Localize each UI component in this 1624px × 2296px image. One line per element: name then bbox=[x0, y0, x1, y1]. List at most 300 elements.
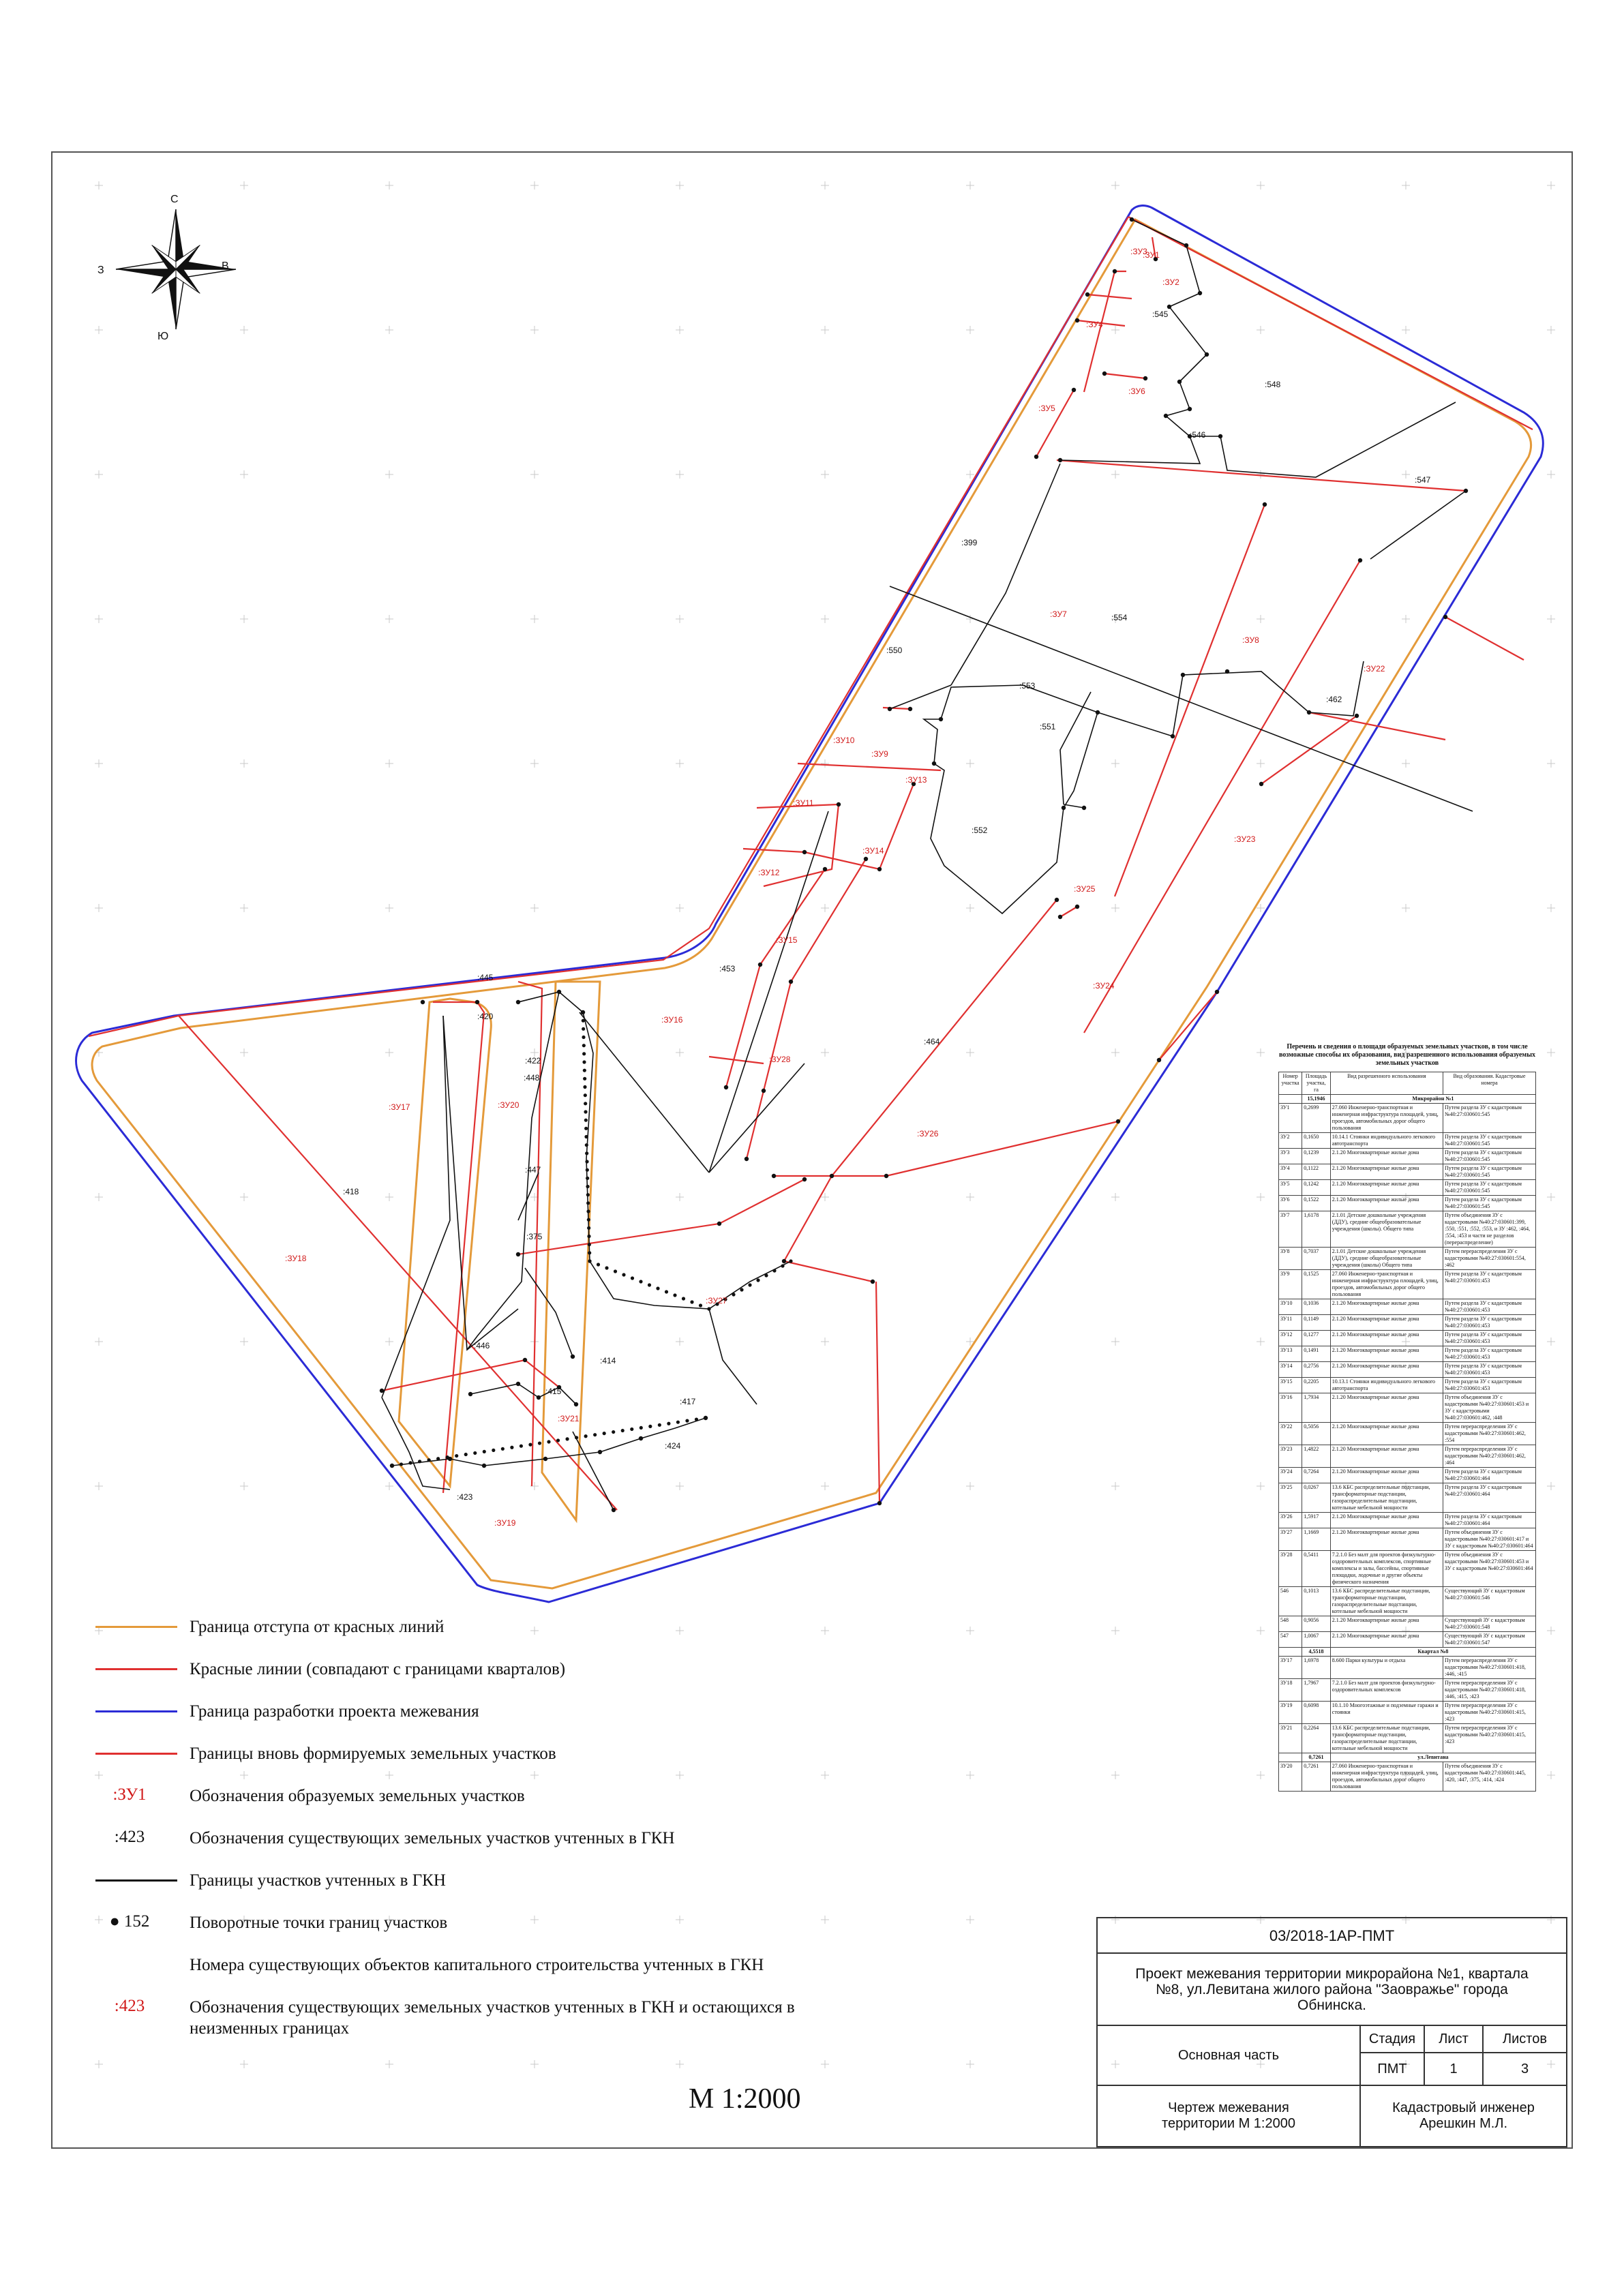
register-cell: Путем перераспределения ЗУ с кадастровыми №40:27:030601:415, :423 bbox=[1443, 1702, 1536, 1724]
grid-cross bbox=[240, 2060, 248, 2068]
table-row bbox=[1279, 1378, 1536, 1393]
turning-point bbox=[582, 1052, 586, 1055]
register-cell: 2.1.20 Многоквартирные жилые дома bbox=[1330, 1180, 1443, 1196]
section-area: 4,5518 bbox=[1302, 1648, 1331, 1657]
gkn-parcel-label: :424 bbox=[665, 1441, 681, 1451]
turning-point bbox=[695, 1417, 698, 1421]
table-row bbox=[1279, 1445, 1536, 1468]
grid-cross bbox=[676, 1193, 684, 1201]
register-cell: 0,1239 bbox=[1302, 1149, 1331, 1164]
gkn-parcel-label: :464 bbox=[924, 1037, 940, 1046]
turning-point bbox=[575, 1436, 578, 1439]
turning-point bbox=[574, 1402, 578, 1406]
turning-point bbox=[772, 1174, 776, 1178]
register-cell: ЗУ28 bbox=[1279, 1551, 1302, 1587]
table-row bbox=[1279, 1679, 1536, 1702]
grid-cross bbox=[95, 615, 103, 623]
grid-cross bbox=[676, 904, 684, 912]
section-blank bbox=[1279, 1095, 1302, 1104]
grid-cross bbox=[385, 615, 393, 623]
grid-cross bbox=[966, 1048, 974, 1057]
gkn-parcel-label: :551 bbox=[1040, 722, 1056, 731]
table-row bbox=[1279, 1211, 1536, 1248]
new-parcel-label: :ЗУ13 bbox=[905, 775, 927, 785]
register-cell: Путем раздела ЗУ с кадастровым №40:27:030601:453 bbox=[1443, 1270, 1536, 1299]
register-cell: 27.060 Инженерно-транспортная и инженерная инфраструктура площадей, улиц, проездов, автомобильных дорог общего пользования bbox=[1330, 1104, 1443, 1133]
turning-point bbox=[802, 1177, 807, 1181]
grid-cross bbox=[966, 326, 974, 334]
register-cell: 0,1277 bbox=[1302, 1331, 1331, 1346]
register-header-cell: Номер участка bbox=[1279, 1072, 1302, 1095]
register-cell: 2.1.20 Многоквартирные жилые дома bbox=[1330, 1164, 1443, 1180]
register-cell: Путем раздела ЗУ с кадастровым №40:27:030601:545 bbox=[1443, 1133, 1536, 1149]
turning-point bbox=[830, 1174, 834, 1178]
grid-cross bbox=[95, 326, 103, 334]
register-cell: 1,0067 bbox=[1302, 1632, 1331, 1648]
turning-point bbox=[1157, 1058, 1161, 1062]
register-cell: 1,4822 bbox=[1302, 1445, 1331, 1468]
register-cell: Путем перераспределения ЗУ с кадастровыми №40:27:030601:418, :446, :415 bbox=[1443, 1657, 1536, 1679]
turning-point bbox=[621, 1429, 625, 1432]
turning-point bbox=[427, 1458, 431, 1462]
turning-point bbox=[585, 1143, 588, 1147]
table-row bbox=[1279, 1299, 1536, 1315]
stamp-code: 03/2018-1АР-ПМТ bbox=[1096, 1917, 1567, 1954]
grid-cross bbox=[676, 470, 684, 479]
grid-cross bbox=[1257, 759, 1265, 768]
turning-point bbox=[888, 707, 892, 711]
register-cell: ЗУ20 bbox=[1279, 1762, 1302, 1792]
turning-point bbox=[501, 1447, 505, 1451]
grid-cross bbox=[240, 1193, 248, 1201]
register-cell: 2.1.01 Детские дошкольные учреждения (ДДУ), средние общеобразовательные учреждения (школы). Общего типа bbox=[1330, 1211, 1443, 1248]
turning-point bbox=[537, 1395, 541, 1400]
register-cell: 0,2699 bbox=[1302, 1104, 1331, 1133]
turning-point bbox=[584, 1434, 588, 1438]
table-row bbox=[1279, 1393, 1536, 1423]
turning-point bbox=[483, 1450, 486, 1453]
register-cell: ЗУ25 bbox=[1279, 1483, 1302, 1513]
register-cell: Путем перераспределения ЗУ с кадастровыми №40:27:030601:418, :446, :415, :423 bbox=[1443, 1679, 1536, 1702]
grid-cross bbox=[95, 181, 103, 190]
turning-point bbox=[667, 1422, 670, 1425]
grid-cross bbox=[530, 181, 539, 190]
register-cell: ЗУ6 bbox=[1279, 1196, 1302, 1211]
turning-point bbox=[1058, 458, 1062, 462]
turning-point bbox=[523, 1358, 527, 1362]
grid-cross bbox=[1257, 1193, 1265, 1201]
grid-cross bbox=[240, 326, 248, 334]
grid-cross bbox=[821, 904, 829, 912]
gkn-parcel-label: :553 bbox=[1019, 681, 1036, 691]
turning-point bbox=[1034, 455, 1038, 459]
turning-point bbox=[622, 1273, 625, 1276]
turning-point bbox=[516, 1000, 520, 1004]
turning-point bbox=[473, 1451, 477, 1455]
turning-point bbox=[690, 1300, 693, 1303]
turning-point bbox=[584, 1110, 587, 1113]
turning-point bbox=[516, 1252, 520, 1256]
turning-point bbox=[492, 1449, 495, 1452]
turning-point bbox=[1116, 1119, 1120, 1123]
turning-point bbox=[543, 1457, 547, 1461]
gkn-parcel-label: :414 bbox=[600, 1356, 616, 1365]
legend-row bbox=[89, 1612, 1043, 1655]
turning-point bbox=[1167, 305, 1171, 309]
table-row bbox=[1279, 1724, 1536, 1753]
turning-point bbox=[837, 802, 841, 806]
gkn-parcel-label: :554 bbox=[1111, 613, 1128, 622]
register-cell: ЗУ22 bbox=[1279, 1423, 1302, 1445]
grid-cross bbox=[1547, 1482, 1555, 1490]
grid-cross bbox=[1402, 181, 1410, 190]
register-cell: 0,1036 bbox=[1302, 1299, 1331, 1315]
grid-cross bbox=[1111, 470, 1119, 479]
turning-point bbox=[556, 1438, 560, 1442]
turning-point bbox=[464, 1453, 468, 1456]
turning-point bbox=[588, 1251, 591, 1254]
grid-cross bbox=[1257, 181, 1265, 190]
register-cell: 7.2.1.0 Без малт для проектов физкультурно-оздоровительных комплексов, спортивные комплексы и залы, бассейны, спортивные площадки, лодочные и другие объекты физического назначения bbox=[1330, 1551, 1443, 1587]
turning-point bbox=[565, 1437, 569, 1440]
grid-cross bbox=[966, 759, 974, 768]
compass-rose bbox=[116, 209, 236, 329]
grid-cross bbox=[1257, 904, 1265, 912]
new-parcel-label: :ЗУ25 bbox=[1074, 884, 1096, 894]
register-cell: 10.14.1 Стоянки индивидуального легкового автотранспорта bbox=[1330, 1133, 1443, 1149]
register-cell: Путем объединения ЗУ с кадастровыми №40:27:030601:453 и ЗУ с кадастровым №40:27:030601:464 bbox=[1443, 1551, 1536, 1587]
turning-point bbox=[1198, 291, 1202, 295]
section-blank bbox=[1279, 1648, 1302, 1657]
turning-point bbox=[584, 1135, 588, 1138]
register-cell: 0,1242 bbox=[1302, 1180, 1331, 1196]
table-row bbox=[1279, 1270, 1536, 1299]
grid-cross bbox=[966, 1193, 974, 1201]
register-cell: 10.13.1 Стоянки индивидуального легкового автотранспорта bbox=[1330, 1378, 1443, 1393]
table-row bbox=[1279, 1149, 1536, 1164]
register-cell: 2.1.20 Многоквартирные жилые дома bbox=[1330, 1149, 1443, 1164]
register-cell: 0,1013 bbox=[1302, 1587, 1331, 1616]
turning-point bbox=[1443, 615, 1447, 619]
register-cell: ЗУ17 bbox=[1279, 1657, 1302, 1679]
turning-point bbox=[1143, 376, 1147, 380]
turning-point bbox=[877, 1501, 882, 1505]
turning-point bbox=[717, 1222, 721, 1226]
grid-cross bbox=[1547, 1627, 1555, 1635]
register-cell: 13.6 КБС распределительные подстанции, трансформаторные подстанции, газораспределительные подстанции, котельные мебельной мощности bbox=[1330, 1483, 1443, 1513]
grid-cross bbox=[821, 615, 829, 623]
register-cell: Путем объединения ЗУ с кадастровыми №40:27:030601:399, :550, :551, :552, :553, и ЗУ :462, :464, :554, :453 и части не разделов (перераспределение) bbox=[1443, 1211, 1536, 1248]
register-cell: 1,7967 bbox=[1302, 1679, 1331, 1702]
register-cell: 1,5917 bbox=[1302, 1513, 1331, 1528]
turning-point bbox=[1184, 243, 1188, 247]
grid-cross bbox=[1111, 1338, 1119, 1346]
turning-point bbox=[707, 1307, 710, 1310]
grid-cross bbox=[385, 470, 393, 479]
turning-point bbox=[588, 1243, 591, 1246]
gkn-parcel-label: :548 bbox=[1265, 380, 1281, 389]
grid-cross bbox=[1547, 759, 1555, 768]
grid-cross bbox=[676, 181, 684, 190]
table-row bbox=[1279, 1551, 1536, 1587]
register-cell: 0,5411 bbox=[1302, 1551, 1331, 1587]
grid-cross bbox=[1111, 1193, 1119, 1201]
turning-point bbox=[1082, 806, 1086, 810]
turning-point bbox=[932, 761, 936, 766]
new-parcel-label: :ЗУ28 bbox=[769, 1055, 791, 1064]
turning-point bbox=[581, 1010, 584, 1014]
turning-point bbox=[764, 1273, 768, 1277]
grid-cross bbox=[676, 1482, 684, 1490]
register-cell: Путем раздела ЗУ с кадастровым №40:27:030601:453 bbox=[1443, 1346, 1536, 1362]
legend-text: Номера существующих объектов капитального строительства учтенных в ГКН bbox=[190, 1956, 764, 1974]
grid-cross bbox=[385, 326, 393, 334]
map-legend bbox=[89, 1612, 1043, 2038]
turning-point bbox=[446, 1455, 449, 1459]
grid-cross bbox=[95, 2060, 103, 2068]
table-row bbox=[1279, 1248, 1536, 1270]
grid-cross bbox=[530, 2060, 539, 2068]
grid-cross bbox=[676, 1048, 684, 1057]
turning-point bbox=[884, 1174, 888, 1178]
new-parcel-label: :ЗУ17 bbox=[389, 1102, 410, 1112]
turning-point bbox=[584, 1127, 588, 1130]
register-cell: ЗУ19 bbox=[1279, 1702, 1302, 1724]
grid-cross bbox=[1111, 1048, 1119, 1057]
turning-point bbox=[1085, 292, 1089, 297]
turning-point bbox=[593, 1433, 597, 1436]
table-row bbox=[1279, 1762, 1536, 1792]
turning-point bbox=[789, 980, 793, 984]
register-cell: ЗУ18 bbox=[1279, 1679, 1302, 1702]
turning-point bbox=[939, 717, 943, 721]
stamp-stage-header: Стадия bbox=[1359, 2025, 1425, 2053]
gkn-parcel-label: :550 bbox=[886, 646, 903, 655]
turning-point bbox=[586, 1177, 589, 1180]
new-parcel-label: :ЗУ5 bbox=[1038, 404, 1055, 413]
turning-point bbox=[1188, 407, 1192, 411]
table-row bbox=[1279, 1196, 1536, 1211]
turning-point bbox=[586, 1185, 589, 1188]
compass-north-label: С bbox=[170, 194, 179, 205]
register-cell: 7.2.1.0 Без малт для проектов физкультурно-оздоровительных комплексов bbox=[1330, 1679, 1443, 1702]
grid-cross bbox=[1402, 904, 1410, 912]
new-parcel-label: :ЗУ6 bbox=[1128, 387, 1145, 396]
register-cell: ЗУ13 bbox=[1279, 1346, 1302, 1362]
grid-cross bbox=[1547, 181, 1555, 190]
register-cell: 2.1.20 Многоквартирные жилые дома bbox=[1330, 1616, 1443, 1632]
register-cell: Путем раздела ЗУ с кадастровым №40:27:030601:453 bbox=[1443, 1331, 1536, 1346]
grid-cross bbox=[966, 181, 974, 190]
register-cell: ЗУ21 bbox=[1279, 1724, 1302, 1753]
grid-cross bbox=[821, 1048, 829, 1057]
turning-point bbox=[587, 1235, 590, 1238]
new-parcel-label: :ЗУ27 bbox=[706, 1296, 727, 1305]
grid-cross bbox=[385, 759, 393, 768]
turning-point bbox=[685, 1419, 689, 1423]
turning-point bbox=[612, 1430, 615, 1434]
turning-point bbox=[648, 1283, 651, 1286]
legend-row bbox=[89, 1950, 1043, 1993]
grid-cross bbox=[1257, 1482, 1265, 1490]
turning-point bbox=[781, 1264, 784, 1267]
register-cell: 10.1.10 Многоэтажные и подземные гаражи и стоянки bbox=[1330, 1702, 1443, 1724]
table-row bbox=[1279, 1483, 1536, 1513]
table-row bbox=[1279, 1346, 1536, 1362]
grid-cross bbox=[1547, 1193, 1555, 1201]
grid-cross bbox=[240, 181, 248, 190]
legend-line-swatch bbox=[95, 1753, 177, 1755]
turning-point bbox=[1075, 318, 1079, 322]
register-cell: 2.1.20 Многоквартирные жилые дома bbox=[1330, 1331, 1443, 1346]
new-parcel-label: :ЗУ11 bbox=[793, 798, 814, 808]
register-cell: Путем раздела ЗУ с кадастровым №40:27:030601:545 bbox=[1443, 1196, 1536, 1211]
register-cell: 0,7264 bbox=[1302, 1468, 1331, 1483]
turning-point bbox=[1225, 669, 1229, 674]
grid-cross bbox=[966, 470, 974, 479]
grid-cross bbox=[1402, 470, 1410, 479]
register-cell: Существующий ЗУ с кадастровым №40:27:030601:548 bbox=[1443, 1616, 1536, 1632]
gkn-parcel-label: :552 bbox=[972, 826, 988, 835]
register-cell: 547 bbox=[1279, 1632, 1302, 1648]
legend-code: :ЗУ1 bbox=[112, 1785, 147, 1804]
stamp-engineer-name: Арешкин М.Л. bbox=[1419, 2116, 1508, 2131]
turning-point bbox=[877, 867, 882, 871]
grid-cross bbox=[385, 904, 393, 912]
new-parcel-label: :ЗУ15 bbox=[776, 935, 798, 945]
register-cell: 548 bbox=[1279, 1616, 1302, 1632]
turning-point bbox=[510, 1446, 513, 1449]
register-cell: 8.600 Парки культуры и отдыха bbox=[1330, 1657, 1443, 1679]
turning-point bbox=[583, 1077, 586, 1081]
register-cell: 0,1149 bbox=[1302, 1315, 1331, 1331]
new-parcel-labels bbox=[285, 247, 1385, 1528]
turning-point bbox=[756, 1278, 760, 1282]
turning-point bbox=[1130, 217, 1134, 222]
legend-line-swatch bbox=[95, 1626, 177, 1628]
turning-point bbox=[1096, 710, 1100, 714]
stamp-sheet: 1 bbox=[1424, 2052, 1484, 2086]
turning-point bbox=[823, 867, 827, 871]
table-row bbox=[1279, 1164, 1536, 1180]
register-cell: Путем раздела ЗУ с кадастровым №40:27:030601:464 bbox=[1443, 1513, 1536, 1528]
register-cell: ЗУ3 bbox=[1279, 1149, 1302, 1164]
grid-cross bbox=[530, 904, 539, 912]
turning-point bbox=[605, 1266, 608, 1269]
table-row bbox=[1279, 1315, 1536, 1331]
turning-point bbox=[455, 1454, 458, 1457]
grid-cross bbox=[240, 615, 248, 623]
turning-point bbox=[658, 1423, 661, 1427]
turning-point bbox=[676, 1421, 680, 1424]
turning-point bbox=[1355, 714, 1359, 718]
legend-row bbox=[89, 1655, 1043, 1697]
turning-point bbox=[603, 1432, 606, 1435]
legend-point bbox=[89, 1912, 170, 1931]
table-row bbox=[1279, 1632, 1536, 1648]
setback-line-inner-east bbox=[542, 982, 600, 1520]
legend-text: Границы участков учтенных в ГКН bbox=[190, 1871, 446, 1890]
turning-point bbox=[582, 1044, 586, 1047]
grid-cross bbox=[95, 904, 103, 912]
section-blank bbox=[1279, 1753, 1302, 1762]
register-header-cell: Площадь участка, га bbox=[1302, 1072, 1331, 1095]
turning-point bbox=[1464, 489, 1468, 493]
section-name: Микрорайон №1 bbox=[1330, 1095, 1535, 1104]
register-cell: 0,2756 bbox=[1302, 1362, 1331, 1378]
grid-cross bbox=[95, 1482, 103, 1490]
grid-cross bbox=[1547, 470, 1555, 479]
turning-point bbox=[1358, 558, 1362, 562]
register-cell: Путем раздела ЗУ с кадастровым №40:27:030601:464 bbox=[1443, 1483, 1536, 1513]
grid-cross bbox=[95, 759, 103, 768]
table-row bbox=[1279, 1104, 1536, 1133]
grid-cross bbox=[1257, 470, 1265, 479]
grid-cross bbox=[1111, 1482, 1119, 1490]
register-cell: 2.1.20 Многоквартирные жилые дома bbox=[1330, 1362, 1443, 1378]
register-header-cell: Вид образования. Кадастровые номера bbox=[1443, 1072, 1536, 1095]
new-parcel-label: :ЗУ21 bbox=[558, 1414, 580, 1423]
register-cell: ЗУ8 bbox=[1279, 1248, 1302, 1270]
grid-cross bbox=[240, 1482, 248, 1490]
register-section-row bbox=[1279, 1648, 1536, 1657]
turning-point bbox=[1102, 372, 1107, 376]
grid-cross bbox=[966, 2060, 974, 2068]
new-parcel-label: :ЗУ14 bbox=[862, 846, 884, 856]
turning-point bbox=[588, 1259, 591, 1263]
register-cell: ЗУ1 bbox=[1279, 1104, 1302, 1133]
grid-cross bbox=[240, 1338, 248, 1346]
register-cell: ЗУ16 bbox=[1279, 1393, 1302, 1423]
register-cell: Путем перераспределения ЗУ с кадастровыми №40:27:030601:462, :464 bbox=[1443, 1445, 1536, 1468]
section-area: 15,1946 bbox=[1302, 1095, 1331, 1104]
register-cell: 13.6 КБС распределительные подстанции, трансформаторные подстанции, газораспределительные подстанции, котельные мебельной мощности bbox=[1330, 1724, 1443, 1753]
legend-text: Поворотные точки границ участков bbox=[190, 1914, 448, 1932]
turning-point bbox=[614, 1269, 617, 1273]
grid-cross bbox=[240, 1048, 248, 1057]
new-parcel-label: :ЗУ12 bbox=[758, 868, 780, 877]
legend-row bbox=[89, 1781, 1043, 1824]
register-cell: ЗУ7 bbox=[1279, 1211, 1302, 1248]
gkn-parcel-label: :448 bbox=[524, 1073, 540, 1083]
turning-point bbox=[639, 1436, 643, 1440]
turning-point bbox=[421, 1000, 425, 1004]
turning-point bbox=[745, 1157, 749, 1161]
new-parcel-label: :ЗУ19 bbox=[494, 1518, 516, 1528]
turning-point bbox=[864, 857, 868, 861]
grid-cross bbox=[821, 1338, 829, 1346]
register-cell: 0,1122 bbox=[1302, 1164, 1331, 1180]
turning-point bbox=[418, 1460, 421, 1463]
grid-cross bbox=[530, 470, 539, 479]
register-cell: Путем перераспределения ЗУ с кадастровыми №40:27:030601:554, :462 bbox=[1443, 1248, 1536, 1270]
turning-point bbox=[557, 990, 561, 994]
turning-point bbox=[583, 1069, 586, 1072]
compass-east-label: В bbox=[222, 260, 229, 272]
grid-cross bbox=[1402, 759, 1410, 768]
new-parcel-label: :ЗУ20 bbox=[498, 1100, 520, 1110]
turning-point bbox=[789, 1259, 792, 1263]
turning-point bbox=[1062, 806, 1066, 810]
register-cell: Существующий ЗУ с кадастровым №40:27:030601:547 bbox=[1443, 1632, 1536, 1648]
grid-cross bbox=[676, 615, 684, 623]
legend-text: Граница отступа от красных линий bbox=[190, 1618, 445, 1636]
register-cell: ЗУ12 bbox=[1279, 1331, 1302, 1346]
grid-cross bbox=[1257, 1771, 1265, 1779]
turning-point bbox=[583, 1085, 586, 1089]
register-cell: 0,2264 bbox=[1302, 1724, 1331, 1753]
register-cell: 0,7261 bbox=[1302, 1762, 1331, 1792]
